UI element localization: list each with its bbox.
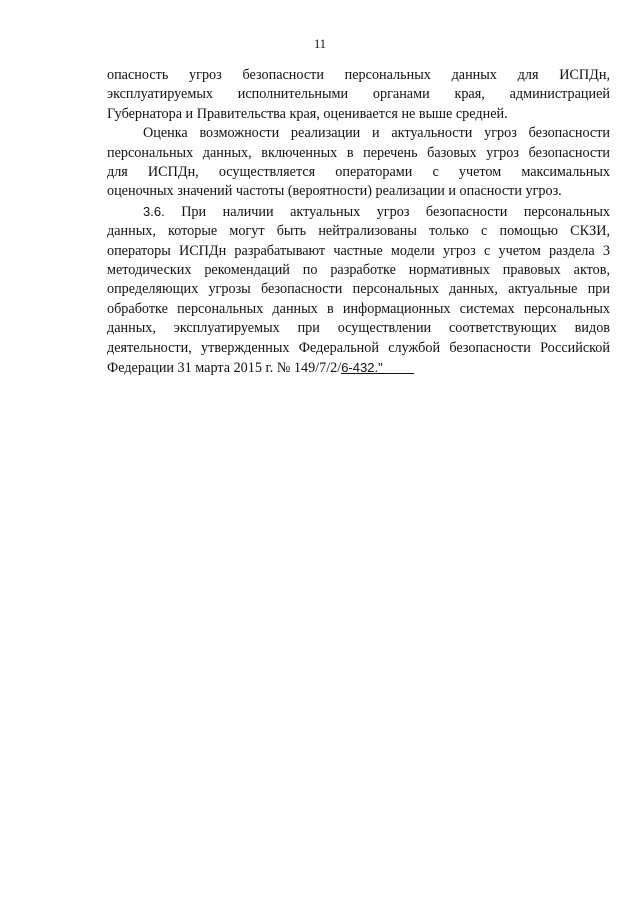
end-divider-line bbox=[341, 373, 414, 374]
text-line: методических рекомендаций по разработке нормативных правовых актов, bbox=[107, 262, 610, 279]
paragraph-3 bbox=[107, 202, 610, 379]
text-line: деятельности, утвержденных Федеральной службой безопасности Российской bbox=[107, 339, 610, 356]
document-body bbox=[107, 66, 610, 379]
text-line: оценочных значений частоты (вероятности) реализации и опасности угроз. bbox=[107, 183, 562, 200]
text-line: определяющих угрозы безопасности персональных данных, актуальные при bbox=[107, 281, 610, 298]
document-number-suffix: 6-432." bbox=[341, 360, 383, 376]
text-line: Оценка возможности реализации и актуальности угроз безопасности bbox=[143, 125, 610, 142]
text-line: опасность угроз безопасности персональных данных для ИСПДн, bbox=[107, 67, 610, 83]
text-line: обработке персональных данных в информационных системах персональных bbox=[107, 300, 610, 317]
text-line: операторы ИСПДн разрабатывают частные модели угроз с учетом раздела 3 bbox=[107, 242, 610, 259]
text-line: данных, эксплуатируемых при осуществлении соответствующих видов bbox=[107, 320, 610, 337]
text-line: для ИСПДн, осуществляется операторами с учетом максимальных bbox=[107, 164, 610, 181]
text-line: Губернатора и Правительства края, оценивается не выше средней. bbox=[107, 105, 508, 122]
text-line: эксплуатируемых исполнительными органами края, администрацией bbox=[107, 86, 610, 103]
text-line: данных, которые могут быть нейтрализованы только с помощью СКЗИ, bbox=[107, 223, 610, 240]
text-line bbox=[107, 202, 610, 222]
text-line: персональных данных, включенных в перечень базовых угроз безопасности bbox=[107, 144, 610, 161]
paragraph-1 bbox=[107, 66, 610, 124]
section-number: 3.6. bbox=[143, 203, 165, 219]
text-segment: При наличии актуальных угроз безопасности персональных bbox=[181, 203, 610, 220]
page-number: 11 bbox=[313, 37, 327, 51]
paragraph-2 bbox=[107, 124, 610, 202]
text-segment: Федерации 31 марта 2015 г. № 149/7/2/ bbox=[107, 360, 342, 377]
text-line bbox=[107, 358, 610, 378]
